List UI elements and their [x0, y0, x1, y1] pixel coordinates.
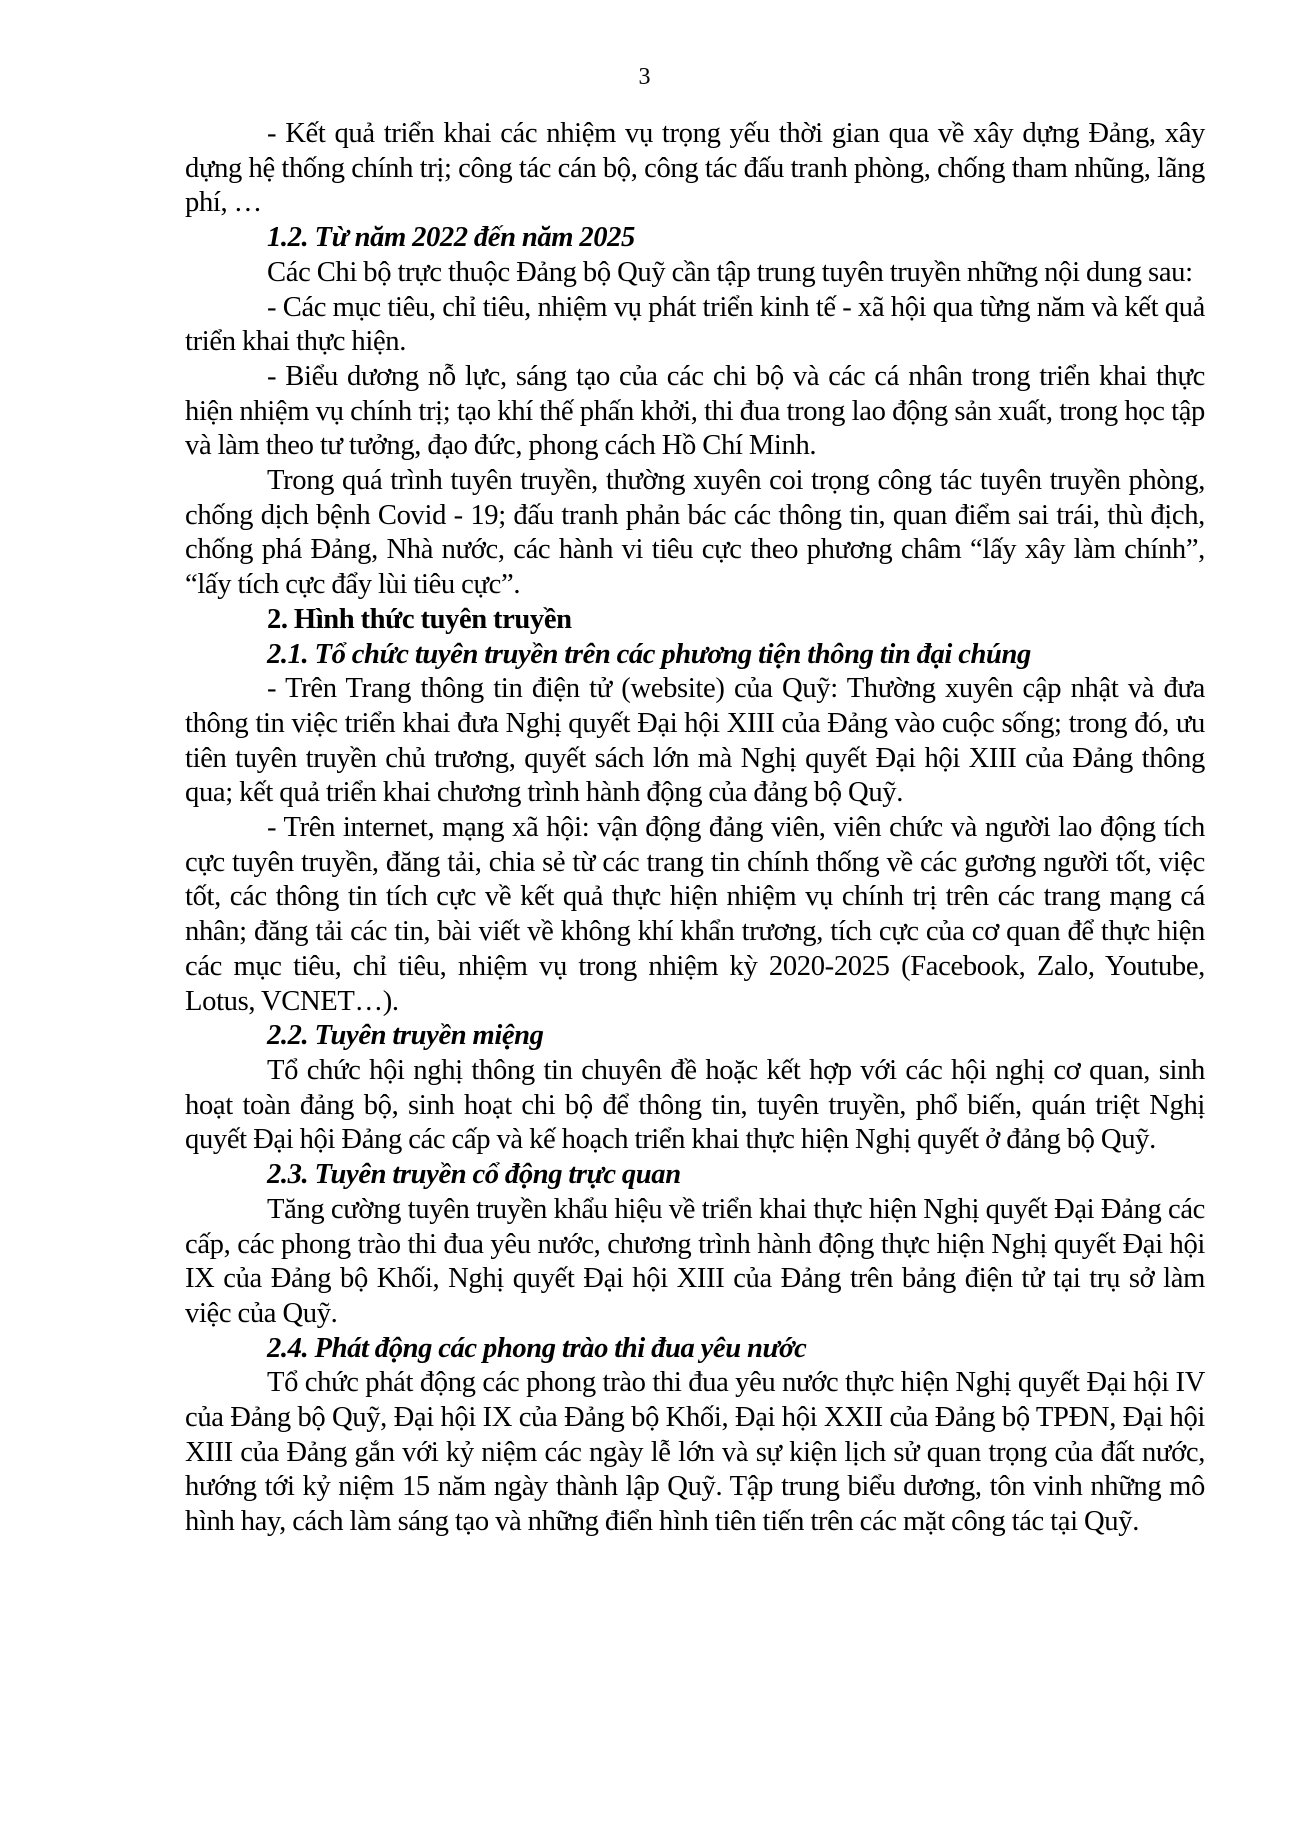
- document-body: [185, 117, 1205, 1540]
- paragraph-website: - Trên Trang thông tin điện tử (website) của Quỹ: Thường xuyên cập nhật và đưa thông tin việc triển khai đưa Nghị quyết Đại hội XIII của Đảng vào cuộc sống; trong đó, ưu tiên tuyên truyền chủ trương, quyết sách lớn mà Nghị quyết Đại hội XIII của Đảng thông qua; kết quả triển khai chương trình hành động của đảng bộ Quỹ.: [185, 673, 1205, 809]
- paragraph-economic-goals: - Các mục tiêu, chỉ tiêu, nhiệm vụ phát triển kinh tế - xã hội qua từng năm và kết quả triển khai thực hiện.: [185, 291, 1205, 358]
- subheading-2-1: 2.1. Tổ chức tuyên truyền trên các phương tiện thông tin đại chúng: [267, 638, 1031, 670]
- paragraph-content-intro: Các Chi bộ trực thuộc Đảng bộ Quỹ cần tập trung tuyên truyền những nội dung sau:: [267, 256, 1193, 288]
- paragraph-social-media: - Trên internet, mạng xã hội: vận động đảng viên, viên chức và người lao động tích cực tuyên truyền, đăng tải, chia sẻ từ các trang tin chính thống về các gương người tốt, việc tốt, các thông tin tích cực về kết quả thực hiện nhiệm vụ chính trị trên các trang mạng cá nhân; đăng tải các tin, bài viết về không khí khẩn trương, tích cực của cơ quan để thực hiện các mục tiêu, chỉ tiêu, nhiệm vụ trong nhiệm kỳ 2020-2025 (Facebook, Zalo, Youtube, Lotus, VCNET…).: [185, 812, 1205, 1017]
- paragraph-covid-propaganda: Trong quá trình tuyên truyền, thường xuyên coi trọng công tác tuyên truyền phòng, chống dịch bệnh Covid - 19; đấu tranh phản bác các thông tin, quan điểm sai trái, thù địch, chống phá Đảng, Nhà nước, các hành vi tiêu cực theo phương châm “lấy xây làm chính”, “lấy tích cực đẩy lùi tiêu cực”.: [185, 465, 1205, 601]
- subheading-2-2: 2.2. Tuyên truyền miệng: [267, 1020, 544, 1052]
- paragraph-oral-propaganda: Tổ chức hội nghị thông tin chuyên đề hoặc kết hợp với các hội nghị cơ quan, sinh hoạt toàn đảng bộ, sinh hoạt chi bộ để thông tin, tuyên truyền, phổ biến, quán triệt Nghị quyết Đại hội Đảng các cấp và kế hoạch triển khai thực hiện Nghị quyết ở đảng bộ Quỹ.: [185, 1054, 1205, 1156]
- subheading-1-2: 1.2. Từ năm 2022 đến năm 2025: [267, 222, 635, 254]
- paragraph-visual-propaganda: Tăng cường tuyên truyền khẩu hiệu về triển khai thực hiện Nghị quyết Đại Đảng các cấp, các phong trào thi đua yêu nước, chương trình hành động thực hiện Nghị quyết Đại hội IX của Đảng bộ Khối, Nghị quyết Đại hội XIII của Đảng trên bảng điện tử tại trụ sở làm việc của Quỹ.: [185, 1193, 1205, 1329]
- subheading-2-4: 2.4. Phát động các phong trào thi đua yêu nước: [267, 1332, 807, 1364]
- paragraph-commendation: - Biểu dương nỗ lực, sáng tạo của các chi bộ và các cá nhân trong triển khai thực hiện nhiệm vụ chính trị; tạo khí thế phấn khởi, thi đua trong lao động sản xuất, trong học tập và làm theo tư tưởng, đạo đức, phong cách Hồ Chí Minh.: [185, 360, 1205, 462]
- heading-2-forms: 2. Hình thức tuyên truyền: [267, 603, 572, 635]
- subheading-2-3: 2.3. Tuyên truyền cổ động trực quan: [267, 1159, 681, 1191]
- paragraph-emulation-movements: Tổ chức phát động các phong trào thi đua yêu nước thực hiện Nghị quyết Đại hội IV của Đảng bộ Quỹ, Đại hội IX của Đảng bộ Khối, Đại hội XXII của Đảng bộ TPĐN, Đại hội XIII của Đảng gắn với kỷ niệm các ngày lễ lớn và sự kiện lịch sử quan trọng của đất nước, hướng tới kỷ niệm 15 năm ngày thành lập Quỹ. Tập trung biểu dương, tôn vinh những mô hình hay, cách làm sáng tạo và những điển hình tiên tiến trên các mặt công tác tại Quỹ.: [185, 1367, 1205, 1538]
- paragraph-results-party-building: - Kết quả triển khai các nhiệm vụ trọng yếu thời gian qua về xây dựng Đảng, xây dựng hệ thống chính trị; công tác cán bộ, công tác đấu tranh phòng, chống tham nhũng, lãng phí, …: [185, 118, 1205, 219]
- page-number: 3: [638, 64, 651, 90]
